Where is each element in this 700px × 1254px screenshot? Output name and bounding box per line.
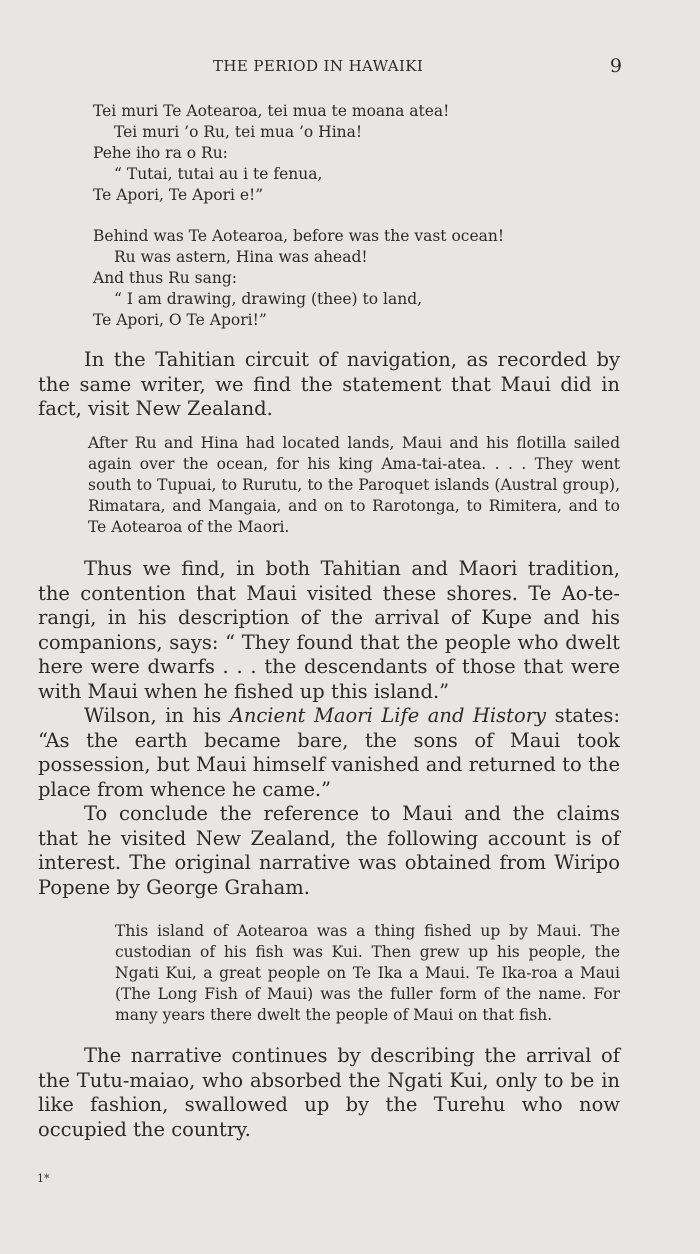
chant-line: Tei muri Te Aotearoa, tei mua te moana atea! [93, 102, 450, 120]
paragraph: Thus we find, in both Tahitian and Maori tradition, the contention that Maui visited these shores. Te Ao-te-rangi, in his description of the arrival of Kupe and his companions, says: “ They found that the people who dwelt here were dwarfs . . . the descendants of those that were with Maui when he fished up this island.” [38, 557, 620, 703]
running-head [0, 57, 700, 79]
chant-line: Tei muri ’o Ru, tei mua ’o Hina! [114, 123, 363, 141]
chant-line: Te Apori, Te Apori e!” [93, 186, 264, 204]
body-text-3 [38, 1044, 620, 1142]
text-run: Wilson, in his [84, 704, 230, 727]
chant-line: Pehe iho ra o Ru: [93, 144, 228, 162]
translation-line: “ I am drawing, drawing (thee) to land, [114, 290, 423, 308]
translation-line: Behind was Te Aotearoa, before was the vast ocean! [93, 227, 505, 245]
block-quote-tahitian: After Ru and Hina had located lands, Maui and his flotilla sailed again over the ocean, for his king Ama-tai-atea. . . . They went south to Tupuai, to Rurutu, to the Paroquet islands (Austral group), Rimatara, and Mangaia, and on to Rarotonga, to Rimitera, and to Te Aotearoa of the Maori. [88, 434, 620, 536]
translation-line: Ru was astern, Hina was ahead! [114, 248, 368, 266]
page-number: 9 [609, 55, 622, 77]
english-translation [93, 226, 504, 331]
book-title: Ancient Maori Life and History [229, 704, 547, 727]
chant-line: “ Tutai, tutai au i te fenua, [114, 165, 323, 183]
running-title: THE PERIOD IN HAWAIKI [213, 57, 424, 75]
paragraph: The narrative continues by describing the arrival of the Tutu-maiao, who absorbed the Ngati Kui, only to be in like fashion, swallowed up by the Turehu who now occupied the country. [38, 1044, 620, 1141]
signature-mark: 1* [37, 1172, 50, 1185]
paragraph-wilson [38, 704, 620, 802]
maori-chant [93, 101, 449, 206]
block-quote-graham: This island of Aotearoa was a thing fished up by Maui. The custodian of his fish was Kui. Then grew up his people, the Ngati Kui, a great people on Te Ika a Maui. Te Ika-roa a Maui (The Long Fish of Maui) was the fuller form of the name. For many years there dwelt the people of Maui on that fish. [115, 922, 620, 1024]
translation-line: Te Apori, O Te Apori!” [93, 311, 267, 329]
body-text-1 [38, 348, 620, 422]
text-run: states: “As the earth became bare, the sons of Maui took possession, but Maui himself vanished and returned to the place from whence he came.” [38, 704, 620, 801]
body-text-2 [38, 557, 620, 900]
translation-line: And thus Ru sang: [93, 269, 238, 287]
paragraph: To conclude the reference to Maui and the claims that he visited New Zealand, the following account is of interest. The original narrative was obtained from Wiripo Popene by George Graham. [38, 802, 620, 899]
paragraph: In the Tahitian circuit of navigation, as recorded by the same writer, we find the statement that Maui did in fact, visit New Zealand. [38, 348, 620, 420]
